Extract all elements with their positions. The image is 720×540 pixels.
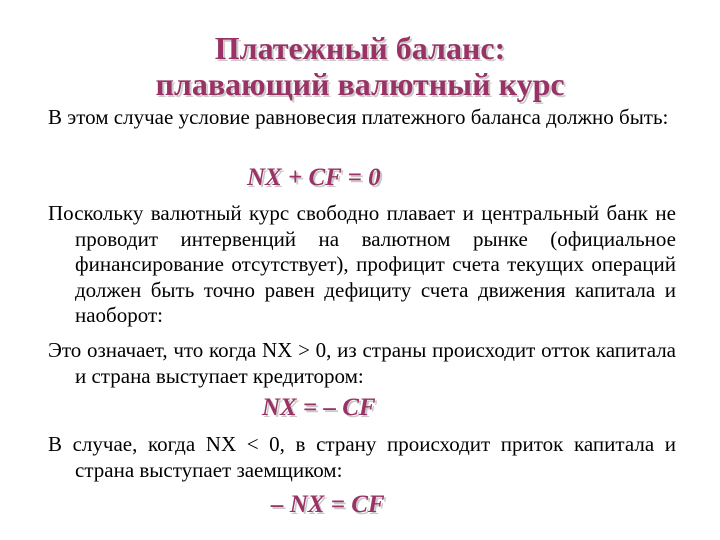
- paragraph-capital-inflow: В случае, когда NX < 0, в страну происходит приток капитала и страна выступает заемщиком:: [48, 432, 676, 482]
- title-line-2: плавающий валютный курс: [155, 66, 565, 102]
- title-line-1: Платежный баланс:: [214, 30, 506, 66]
- formula-nx-equals-minus-cf: NX = – CF: [262, 394, 376, 421]
- formula-nx-plus-cf: NX + CF = 0: [247, 164, 381, 191]
- paragraph-capital-outflow: Это означает, что когда NX > 0, из страны происходит отток капитала и страна выступает кредитором:: [48, 338, 676, 388]
- paragraph-floating-rate-explanation: Поскольку валютный курс свободно плавает и центральный банк не проводит интервенций на валютном рынке (официальное финансирование отсутствует), профицит счета текущих операций должен быть точно равен дефициту счета движения капитала и наоборот:: [48, 201, 676, 327]
- paragraph-equilibrium-condition: В этом случае условие равновесия платежного баланса должно быть:: [48, 105, 669, 129]
- slide-title: [60, 30, 660, 102]
- formula-minus-nx-equals-cf: – NX = CF: [271, 491, 385, 518]
